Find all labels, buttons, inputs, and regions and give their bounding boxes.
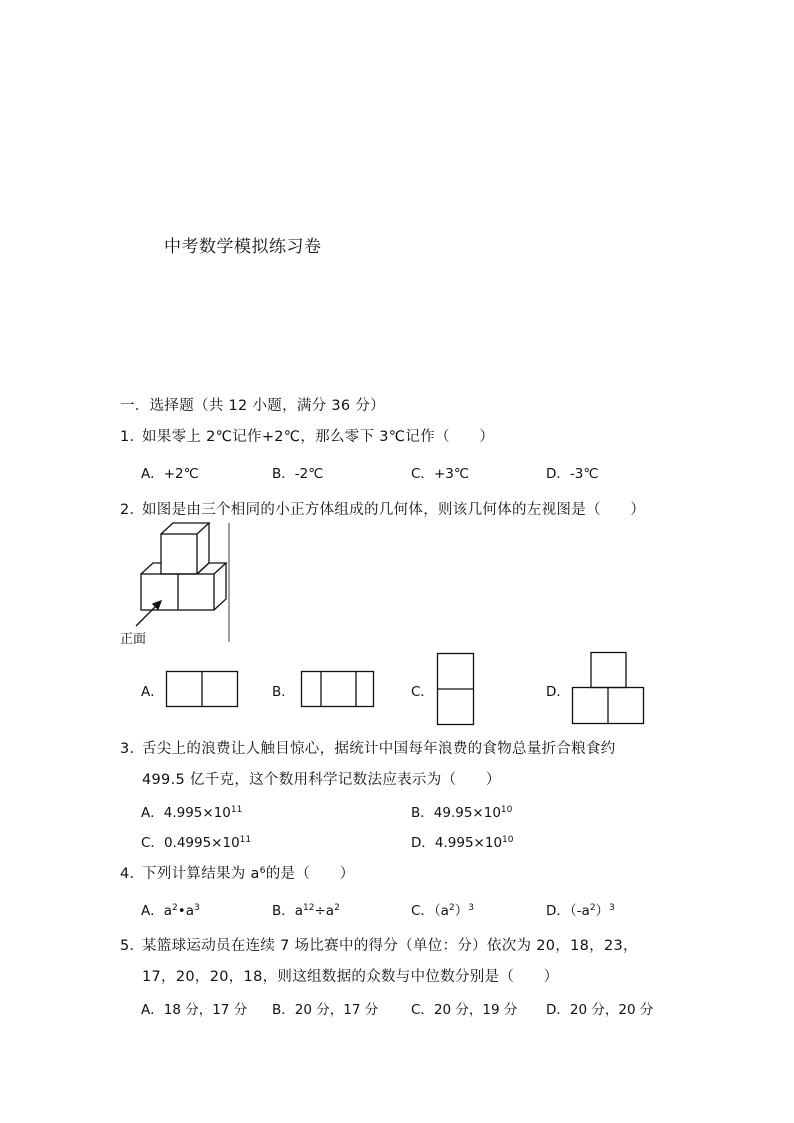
option-c[interactable]: C．+3℃ xyxy=(411,466,469,482)
question-text: 下列计算结果为 $a^6$的是（ ） xyxy=(142,866,355,882)
option-c[interactable]: C．20 分，19 分 xyxy=(411,1002,518,1018)
question-number: 2． xyxy=(120,502,145,518)
bottom-left-top xyxy=(141,563,161,574)
option-d-label[interactable]: D． xyxy=(546,684,570,700)
option-a[interactable]: A．+2℃ xyxy=(141,466,199,482)
option-b[interactable]: B．20 分，17 分 xyxy=(272,1002,379,1018)
option-d[interactable]: D．-3℃ xyxy=(546,466,599,482)
option-d[interactable]: D．20 分，20 分 xyxy=(546,1002,654,1018)
bottom-right-side xyxy=(214,563,226,610)
question-text-line2: 499.5 亿千克，这个数用科学记数法应表示为（ ） xyxy=(142,772,501,788)
option-c-label[interactable]: C． xyxy=(411,684,434,700)
option-c[interactable]: C．$0.4995\times 10^{11}$ xyxy=(141,835,252,851)
option-a-label[interactable]: A． xyxy=(141,684,164,700)
cube-figure xyxy=(118,520,233,645)
option-d[interactable]: D．$(-a^2)^3$ xyxy=(546,903,615,919)
question-number: 1． xyxy=(120,429,145,445)
question-number: 5． xyxy=(120,938,145,954)
question-text: 如果零上 2℃记作+2℃，那么零下 3℃记作（ ） xyxy=(142,429,495,445)
option-b-label[interactable]: B． xyxy=(272,684,295,700)
section-header: 一．选择题（共 12 小题，满分 36 分） xyxy=(120,398,385,414)
top-cube-front xyxy=(161,534,197,574)
option-a[interactable]: A．18 分，17 分 xyxy=(141,1002,248,1018)
question-text-line2: 17，20，20，18，则这组数据的众数与中位数分别是（ ） xyxy=(142,969,559,985)
question-text: 如图是由三个相同的小正方体组成的几何体，则该几何体的左视图是（ ） xyxy=(142,502,646,518)
option-a[interactable]: A．$a^2•a^3$ xyxy=(141,903,200,919)
option-d-figure[interactable] xyxy=(572,652,644,724)
option-c[interactable]: C．$(a^2)^3$ xyxy=(411,903,474,919)
option-b[interactable]: B．-2℃ xyxy=(272,466,324,482)
option-c-figure[interactable] xyxy=(437,653,474,725)
top-cube-side xyxy=(197,523,209,574)
question-number: 3． xyxy=(120,741,145,757)
option-a[interactable]: A．$4.995\times 10^{11}$ xyxy=(141,805,243,821)
option-a-figure[interactable] xyxy=(166,671,238,707)
option-b[interactable]: B．$a^{12}\div a^2$ xyxy=(272,903,340,919)
option-d[interactable]: D．$4.995\times 10^{10}$ xyxy=(411,835,514,851)
question-text-line1: 舌尖上的浪费让人触目惊心，据统计中国每年浪费的食物总量折合粮食约 xyxy=(142,741,616,757)
page-title: 中考数学模拟练习卷 xyxy=(164,237,322,257)
question-number: 4． xyxy=(120,866,145,882)
option-b-figure[interactable] xyxy=(301,671,374,707)
option-b[interactable]: B．$49.95\times 10^{10}$ xyxy=(411,805,513,821)
figure-label: 正面 xyxy=(120,632,147,647)
bottom-right-top xyxy=(197,563,226,574)
question-text-line1: 某篮球运动员在连续 7 场比赛中的得分（单位：分）依次为 20，18，23， xyxy=(142,938,638,954)
top-cube-top xyxy=(161,523,209,534)
